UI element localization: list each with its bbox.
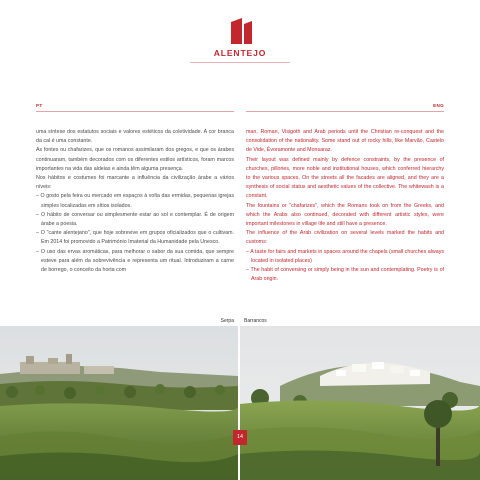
pt-bullet: – O hábito de conversar ou simplesmente estar ao sol e contemplar. É de origem árabe a poesia. <box>36 211 234 228</box>
en-text-column <box>246 128 444 284</box>
pt-bullet: – O uso das ervas aromáticas, para melhorar o sabor da sua comida, que sempre esteve para além da sobrevivência e representa um ritual. Introduziram a carne de borrego, o conceito da horta com <box>36 248 234 274</box>
en-paragraph: Their layout was defined mainly by defence constraints, by the presence of churches, pillories, more noble and institutional houses, which conferred hierarchy to the various spaces. On the streets all the facades are aligned, and they are a synthesis of social status and aesthetic values of the collective. The whitewash is a constant. <box>246 156 444 200</box>
en-bullet: – The habit of conversing or simply being in the sun and contemplating. Poetry is of Arab origin. <box>246 267 444 283</box>
alentejo-logo-icon <box>226 18 254 44</box>
barrancos-landscape-photo <box>240 326 480 480</box>
pt-text-column <box>36 128 234 275</box>
pt-paragraph: uma síntese dos estatutos sociais e valores estéticos da coletividade. A cor branca da cal é uma constante. <box>36 129 234 145</box>
page-number: 14 <box>233 430 247 445</box>
photo-caption-barrancos: Barrancos <box>244 318 267 324</box>
pt-paragraph: As fontes ou chafarizes, que os romanos assimilaram dos gregos, e que os árabes continuaram, também decorados com os diferentes estilos artísticos, foram marcos importantes na vida das aldeias e ainda têm alguma presença. <box>36 147 234 172</box>
language-label-en: ENG <box>433 103 444 108</box>
en-bullet: – A taste for fairs and markets in spaces around the chapels (small churches always located in isolated places) <box>246 248 444 264</box>
en-paragraph: The fountains or "chafarizes", which the Romans took on from the Greeks, and which the Arabs also continued, decorated with different artistic styles, were important milestones in village life and still have a presence. <box>246 202 444 228</box>
photo-caption-serpa: Serpa <box>220 318 234 324</box>
language-label-pt: PT <box>36 103 43 108</box>
en-paragraph: man, Roman, Visigoth and Arab periods until the Christian re-conquest and the consolidation of the nationality. Some stand out of rocky hills, like Marvão, Castelo de Vide, Évoramonte and Monsaraz. <box>246 129 444 154</box>
en-divider <box>246 111 444 112</box>
title-divider <box>190 62 290 63</box>
region-title: ALENTEJO <box>213 48 267 58</box>
serpa-landscape-photo <box>0 326 238 480</box>
pt-divider <box>36 111 234 112</box>
pt-bullet: – O gosto pela feira ou mercado em espaços à volta das ermidas, pequenas igrejas simples localizadas em sítios isolados. <box>36 193 234 209</box>
pt-bullet: – O "cante alentejano", que hoje sobrevive em grupos oficializados que o cultivam. Em 2014 foi promovido a Património Imaterial da Humanidade pela Unesco. <box>36 230 234 246</box>
en-paragraph: The influence of the Arab civilization on several levels marked the habits and customs: <box>246 230 444 246</box>
pt-paragraph: Nos hábitos e costumes foi marcante a influência da civilização árabe a vários níveis: <box>36 175 234 191</box>
